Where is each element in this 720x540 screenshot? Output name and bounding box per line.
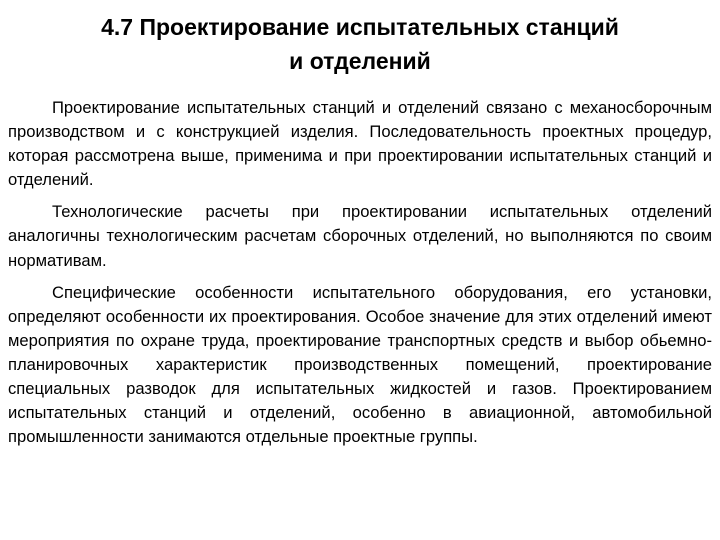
- page-title-line-1: 4.7 Проектирование испытательных станций: [101, 14, 619, 40]
- page-title: [20, 10, 700, 78]
- paragraph-1: Проектирование испытательных станций и отделений связано с механосборочным производством и с конструкцией изделия. Последовательность проектных процедур, которая рассмотрена выше, применима и при проектировании испытательных станций и отделений.: [8, 98, 712, 190]
- body-text: [8, 96, 712, 457]
- paragraph-2: Технологические расчеты при проектировании испытательных отделений аналогичны технологическим расчетам сборочных отделений, но выполняются по своим нормативам.: [8, 202, 712, 270]
- page-title-line-2: и отделений: [289, 48, 431, 74]
- paragraph-3: Специфические особенности испытательного оборудования, его установки, определяют особенности их проектирования. Особое значение для этих отделений имеют мероприятия по охране труда, проектирование транспортных средств и выбор обьемно-планировочных характеристик производственных помещений, проектирование специальных разводок для испытательных жидкостей и газов. Проектированием испытательных станций и отделений, особенно в авиационной, автомобильной промышленности занимаются отдельные проектные группы.: [8, 282, 712, 447]
